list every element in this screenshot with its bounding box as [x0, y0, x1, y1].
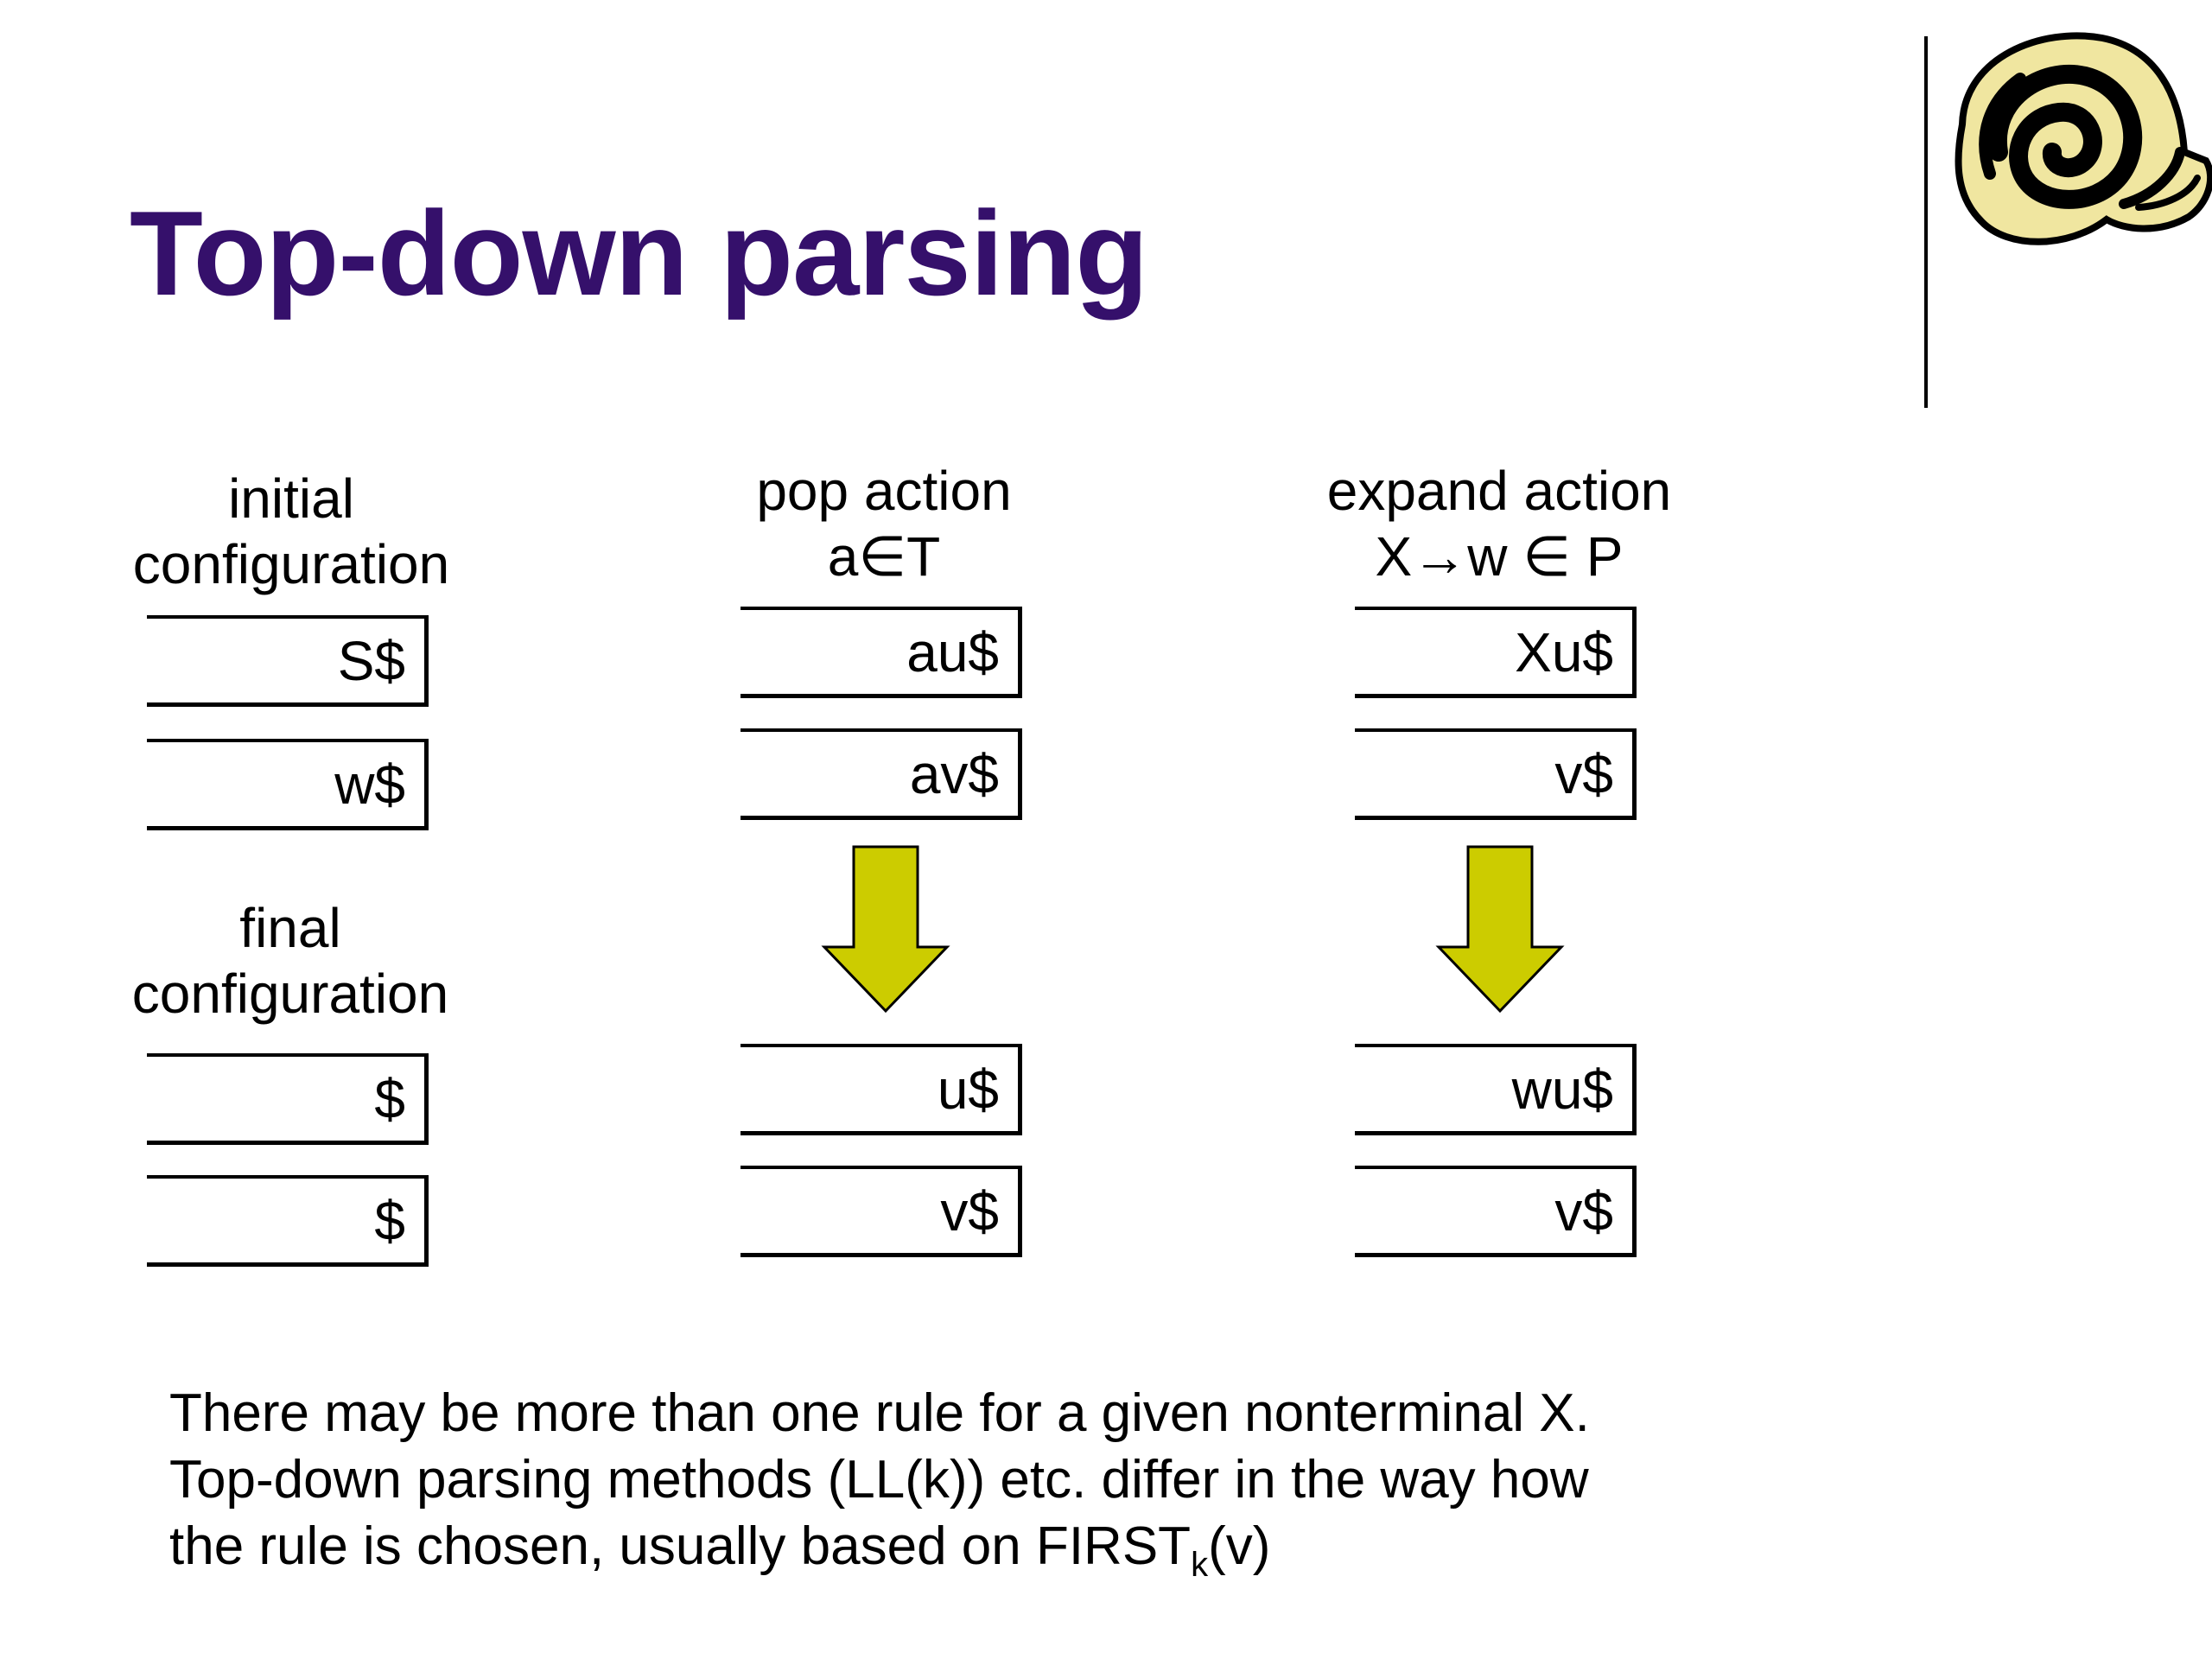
stack-box: v$ — [741, 1166, 1022, 1257]
label-line: configuration — [131, 963, 449, 1025]
label-line: expand action — [1326, 460, 1672, 522]
input-box: wu$ — [1355, 1044, 1637, 1135]
input-box: u$ — [741, 1044, 1022, 1135]
scroll-icon — [1938, 22, 2212, 260]
slide-title: Top-down parsing — [130, 187, 1148, 321]
stack-box: av$ — [741, 728, 1022, 820]
down-arrow-icon — [821, 845, 950, 1014]
label-line: pop action — [756, 460, 1012, 522]
label-line: final — [239, 897, 341, 959]
note-line: There may be more than one rule for a given nonterminal X. — [169, 1383, 1590, 1443]
input-box: Xu$ — [1355, 607, 1637, 698]
header-divider — [1924, 36, 1928, 408]
stack-box: w$ — [147, 739, 429, 830]
explanation-note — [169, 1380, 1590, 1584]
note-text: (v) — [1208, 1516, 1271, 1576]
label-line: configuration — [132, 533, 450, 595]
final-configuration-label — [48, 895, 532, 1027]
initial-configuration-label — [49, 466, 533, 597]
label-line: a∈T — [827, 525, 941, 588]
input-box: S$ — [147, 615, 429, 707]
label-line: initial — [228, 467, 354, 530]
label-line: X→w ∈ P — [1375, 525, 1624, 588]
down-arrow-icon — [1435, 845, 1565, 1014]
note-subscript: k — [1191, 1546, 1209, 1584]
note-line: Top-down parsing methods (LL(k)) etc. differ in the way how — [169, 1450, 1589, 1510]
input-box: $ — [147, 1053, 429, 1145]
pop-action-label — [642, 458, 1126, 589]
stack-box: $ — [147, 1175, 429, 1267]
stack-box: v$ — [1355, 728, 1637, 820]
stack-box: v$ — [1355, 1166, 1637, 1257]
note-line — [169, 1513, 1590, 1584]
input-box: au$ — [741, 607, 1022, 698]
note-text: the rule is chosen, usually based on FIRST — [169, 1516, 1192, 1576]
expand-action-label — [1257, 458, 1741, 589]
